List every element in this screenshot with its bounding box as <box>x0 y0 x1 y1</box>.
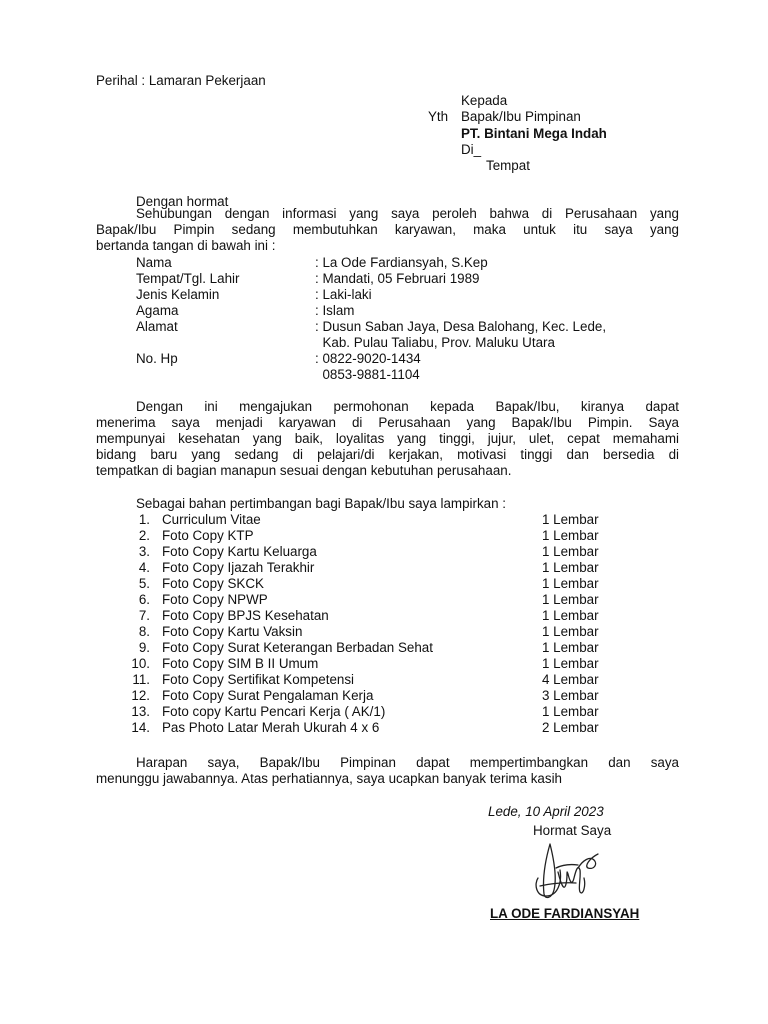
attachment-item <box>0 528 768 544</box>
identity-value: : Dusun Saban Jaya, Desa Balohang, Kec. Lede, <box>315 319 607 334</box>
place-date: Lede, 10 April 2023 <box>488 804 604 819</box>
attachment-number: 4. <box>138 560 150 575</box>
attachment-name: Foto Copy KTP <box>162 528 254 543</box>
attachment-item <box>0 704 768 720</box>
attachment-name: Foto Copy SIM B II Umum <box>162 656 319 671</box>
intro-line: Sehubungan dengan informasi yang saya peroleh bahwa di Perusahaan yang <box>136 206 679 221</box>
attachment-name: Foto Copy Kartu Keluarga <box>162 544 317 559</box>
attachment-qty: 1 Lembar <box>542 544 599 559</box>
body-line: Dengan ini mengajukan permohonan kepada Bapak/Ibu, kiranya dapat <box>136 399 679 414</box>
identity-value: 0853-9881-1104 <box>315 367 420 382</box>
attachment-number: 11. <box>132 672 150 687</box>
attachment-number: 1. <box>138 512 150 527</box>
attachment-name: Foto Copy Ijazah Terakhir <box>162 560 315 575</box>
identity-label: Nama <box>136 255 172 270</box>
attachment-name: Foto Copy Sertifikat Kompetensi <box>162 672 355 687</box>
body-line: tempatkan di bagian manapun sesuai dengan kebutuhan perusahaan. <box>96 463 512 478</box>
attachment-qty: 1 Lembar <box>542 640 599 655</box>
attachment-qty: 1 Lembar <box>542 608 599 623</box>
attachment-qty: 2 Lembar <box>542 720 599 735</box>
attachment-name: Foto copy Kartu Pencari Kerja ( AK/1) <box>162 704 386 719</box>
identity-value: : Islam <box>315 303 355 318</box>
attachment-number: 10. <box>131 656 150 671</box>
attachment-name: Pas Photo Latar Merah Ukurah 4 x 6 <box>162 720 380 735</box>
intro-line: bertanda tangan di bawah ini : <box>96 238 276 253</box>
closing-line: Harapan saya, Bapak/Ibu Pimpinan dapat mempertimbangkan dan saya <box>136 755 679 770</box>
attachment-item <box>0 576 768 592</box>
attachment-number: 7. <box>138 608 150 623</box>
letter-subject: Perihal : Lamaran Pekerjaan <box>96 73 266 88</box>
attachment-item <box>0 608 768 624</box>
attachment-item <box>0 512 768 528</box>
attachment-qty: 1 Lembar <box>542 512 599 527</box>
recipient-company: PT. Bintani Mega Indah <box>461 126 607 141</box>
attachment-item <box>0 656 768 672</box>
attachment-qty: 1 Lembar <box>542 624 599 639</box>
attachment-number: 3. <box>138 544 150 559</box>
attachment-name: Foto Copy BPJS Kesehatan <box>162 608 329 623</box>
attachment-number: 14. <box>131 720 150 735</box>
recipient-di: Di_ <box>461 142 482 157</box>
attachment-qty: 1 Lembar <box>542 560 599 575</box>
attachment-qty: 1 Lembar <box>542 592 599 607</box>
identity-value: : La Ode Fardiansyah, S.Kep <box>315 255 488 270</box>
body-line: menerima saya menjadi karyawan di Perusahaan yang Bapak/Ibu Pimpin. Saya <box>96 415 679 430</box>
attachment-number: 5. <box>138 576 150 591</box>
identity-label: No. Hp <box>136 351 178 366</box>
identity-label: Agama <box>136 303 179 318</box>
closing-line: menunggu jawabannya. Atas perhatiannya, saya ucapkan banyak terima kasih <box>96 771 562 786</box>
intro-line: Bapak/Ibu Pimpin sedang membutuhkan karyawan, maka untuk itu saya yang <box>96 222 679 237</box>
attachment-number: 8. <box>138 624 150 639</box>
greeting: Dengan hormat <box>136 194 229 209</box>
attachment-number: 2. <box>138 528 150 543</box>
attachment-name: Curriculum Vitae <box>162 512 261 527</box>
attachment-item <box>0 688 768 704</box>
recipient-addressee: Bapak/Ibu Pimpinan <box>461 109 581 124</box>
attachment-item <box>0 624 768 640</box>
identity-label: Jenis Kelamin <box>136 287 220 302</box>
body-line: bidang baru yang sedang di pelajari/di kerjakan, motivasi tinggi dan bersedia di <box>96 447 679 462</box>
attachment-qty: 1 Lembar <box>542 656 599 671</box>
body-line: mempunyai kesehatan yang baik, loyalitas yang tinggi, jujur, ulet, cepat memahami <box>96 431 679 446</box>
regards: Hormat Saya <box>533 823 612 838</box>
attachment-number: 9. <box>138 640 150 655</box>
attachment-qty: 1 Lembar <box>542 704 599 719</box>
attachment-qty: 1 Lembar <box>542 576 599 591</box>
attachment-number: 6. <box>138 592 150 607</box>
attachment-qty: 1 Lembar <box>542 528 599 543</box>
recipient-yth: Yth <box>428 109 449 124</box>
attachment-number: 12. <box>131 688 150 703</box>
attachment-name: Foto Copy NPWP <box>162 592 268 607</box>
attachment-number: 13. <box>131 704 150 719</box>
identity-label: Alamat <box>136 319 178 334</box>
attachments-intro: Sebagai bahan pertimbangan bagi Bapak/Ibu saya lampirkan : <box>136 496 506 511</box>
attachment-item <box>0 720 768 736</box>
attachment-item <box>0 592 768 608</box>
attachment-name: Foto Copy Surat Keterangan Berbadan Sehat <box>162 640 433 655</box>
signature-image <box>528 838 602 904</box>
attachment-name: Foto Copy SKCK <box>162 576 264 591</box>
attachment-item <box>0 544 768 560</box>
identity-value: : 0822-9020-1434 <box>315 351 421 366</box>
signer-name: LA ODE FARDIANSYAH <box>490 906 640 921</box>
attachment-item <box>0 672 768 688</box>
identity-value: : Laki-laki <box>315 287 372 302</box>
recipient-kepada: Kepada <box>461 93 508 108</box>
identity-value: : Mandati, 05 Februari 1989 <box>315 271 480 286</box>
attachment-name: Foto Copy Surat Pengalaman Kerja <box>162 688 374 703</box>
recipient-place: Tempat <box>486 158 530 173</box>
attachment-qty: 3 Lembar <box>542 688 599 703</box>
attachment-qty: 4 Lembar <box>542 672 599 687</box>
identity-value: Kab. Pulau Taliabu, Prov. Maluku Utara <box>315 335 555 350</box>
attachment-item <box>0 640 768 656</box>
identity-label: Tempat/Tgl. Lahir <box>136 271 240 286</box>
attachment-item <box>0 560 768 576</box>
attachment-name: Foto Copy Kartu Vaksin <box>162 624 303 639</box>
